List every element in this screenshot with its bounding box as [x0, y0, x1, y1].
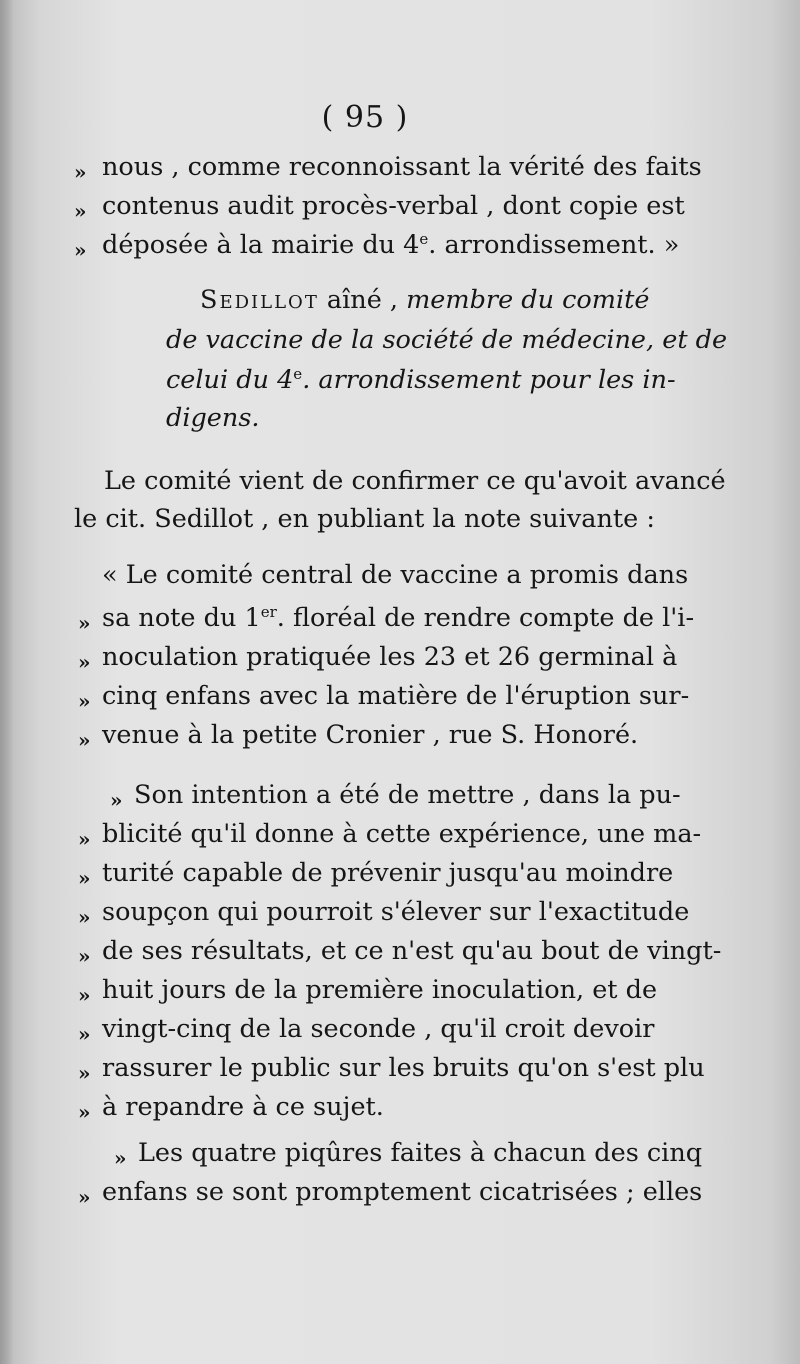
paragraph-line-1: Le comité vient de confirmer ce qu'avoit avancé [104, 466, 726, 496]
quote-mark: » [78, 866, 91, 890]
page-number: ( 95 ) [321, 100, 409, 135]
quote-mark: » [78, 827, 91, 851]
quote-line-3: noculation pratiquée les 23 et 26 germinal à [102, 642, 678, 672]
quote-line-7: blicité qu'il donne à cette expérience, une ma- [102, 819, 702, 849]
quote-line-4: cinq enfans avec la matière de l'éruption sur- [102, 681, 690, 711]
quote-line-6: Son intention a été de mettre , dans la pu- [134, 780, 681, 810]
quote-mark: » [110, 788, 123, 812]
quote-mark: » [78, 905, 91, 929]
quote-mark: » [78, 611, 91, 635]
quote-line-1: « Le comité central de vaccine a promis dans [102, 560, 689, 590]
text-line-2: contenus audit procès-verbal , dont copie est [102, 191, 685, 221]
quote-line-15: Les quatre piqûres faites à chacun des cinq [138, 1138, 703, 1168]
quote-line-10: de ses résultats, et ce n'est qu'au bout de vingt- [102, 936, 722, 966]
text-line-3: déposée à la mairie du 4e. arrondissement. » [102, 230, 680, 260]
quote-mark: » [74, 160, 87, 184]
quote-line-2: sa note du 1er. floréal de rendre compte de l'i- [102, 603, 695, 633]
text-line-1: nous , comme reconnoissant la vérité des faits [102, 152, 702, 182]
quote-mark: » [78, 1100, 91, 1124]
quote-line-12: vingt-cinq de la seconde , qu'il croit devoir [102, 1014, 655, 1044]
signature-line-2: de vaccine de la société de médecine, et de [166, 325, 728, 355]
quote-mark: » [78, 944, 91, 968]
quote-line-5: venue à la petite Cronier , rue S. Honoré. [102, 720, 639, 750]
quote-mark: » [78, 983, 91, 1007]
signature-line-1: Sedillot aîné , membre du comité [200, 285, 650, 315]
signature-name: Sedillot [200, 285, 319, 315]
quote-mark: » [78, 1022, 91, 1046]
quote-mark: » [74, 238, 87, 262]
quote-line-11: huit jours de la première inoculation, et de [102, 975, 658, 1005]
quote-mark: » [78, 650, 91, 674]
quote-mark: » [114, 1146, 127, 1170]
quote-mark: » [74, 199, 87, 223]
quote-mark: » [78, 689, 91, 713]
quote-line-8: turité capable de prévenir jusqu'au moindre [102, 858, 674, 888]
quote-mark: » [78, 728, 91, 752]
quote-line-9: soupçon qui pourroit s'élever sur l'exactitude [102, 897, 690, 927]
signature-line-3: celui du 4e. arrondissement pour les in- [166, 365, 676, 395]
signature-line-4: digens. [166, 403, 260, 433]
quote-mark: » [78, 1061, 91, 1085]
quote-mark: » [78, 1185, 91, 1209]
quote-line-13: rassurer le public sur les bruits qu'on s'est plu [102, 1053, 705, 1083]
paragraph-line-2: le cit. Sedillot , en publiant la note suivante : [74, 504, 655, 534]
quote-line-14: à repandre à ce sujet. [102, 1092, 384, 1122]
quote-line-16: enfans se sont promptement cicatrisées ; elles [102, 1177, 703, 1207]
